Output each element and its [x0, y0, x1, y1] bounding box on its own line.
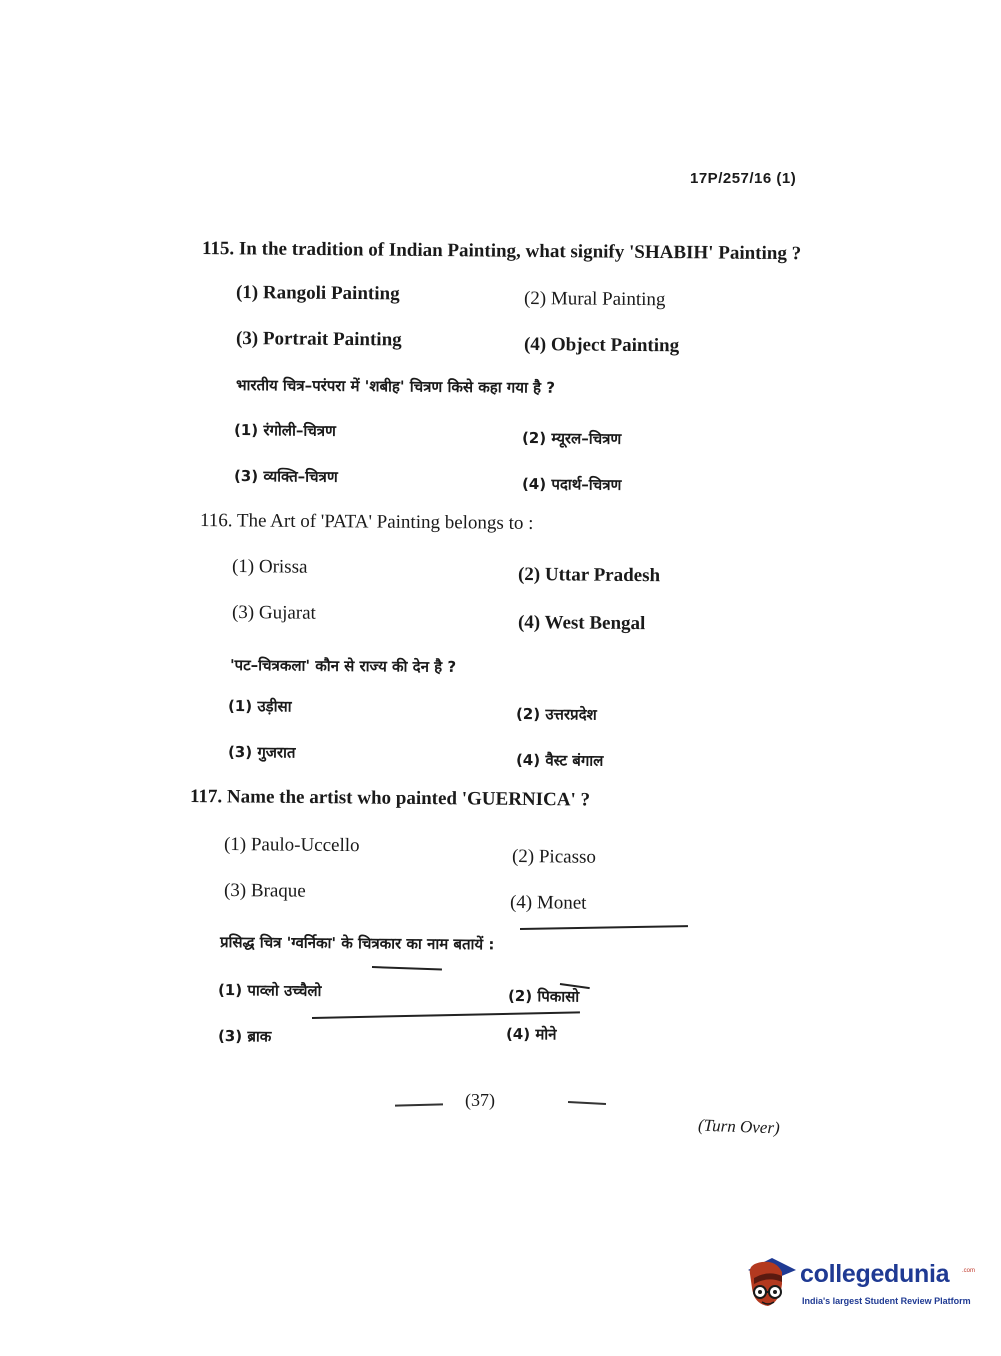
q115-option-2: (2) Mural Painting	[523, 288, 666, 311]
question-116-hi: 'पट–चित्रकला' कौन से राज्य की देन है ?	[229, 656, 457, 676]
student-mascot-icon	[742, 1254, 798, 1316]
question-117-en: 117. Name the artist who painted 'GUERNICA' ?	[189, 786, 591, 811]
logo-tagline: India's largest Student Review Platform	[802, 1296, 971, 1306]
question-115-en: 115. In the tradition of Indian Painting, what signify 'SHABIH' Painting ?	[201, 238, 802, 265]
q115-option-4: (4) Object Painting	[523, 334, 680, 357]
q116-option-3: (3) Gujarat	[231, 602, 316, 624]
page-number: (37)	[465, 1090, 495, 1110]
logo-suffix: .com	[962, 1268, 976, 1274]
q115-option-1: (1) Rangoli Painting	[235, 282, 400, 305]
q116-hi-option-2: (2) उत्तरप्रदेश	[515, 705, 597, 724]
q117-hi-option-3: (3) ब्राक	[217, 1027, 272, 1046]
q116-option-4: (4) West Bengal	[517, 612, 646, 635]
q116-option-1: (1) Orissa	[231, 556, 308, 578]
pen-stroke	[312, 1011, 580, 1018]
q117-hi-option-1: (1) पाव्लो उच्चैलो	[217, 981, 322, 1000]
q117-option-4: (4) Monet	[509, 892, 587, 914]
q115-hi-option-3: (3) व्यक्ति–चित्रण	[233, 467, 338, 486]
q117-option-3: (3) Braque	[223, 880, 306, 902]
q116-option-2: (2) Uttar Pradesh	[517, 564, 661, 587]
question-117-hi: प्रसिद्ध चित्र 'ग्वर्निका' के चित्रकार का नाम बतायें :	[219, 933, 495, 954]
footer-dash-left	[395, 1103, 443, 1106]
footer-dash-right	[568, 1101, 606, 1105]
q117-hi-option-4: (4) मोने	[505, 1025, 557, 1044]
q116-hi-option-3: (3) गुजरात	[227, 743, 296, 762]
q116-hi-option-4: (4) वैस्ट बंगाल	[515, 751, 604, 770]
pen-stroke	[520, 925, 688, 929]
pen-stroke	[372, 966, 442, 970]
question-115-hi: भारतीय चित्र–परंपरा में 'शबीह' चित्रण किसे कहा गया है ?	[235, 376, 556, 397]
q115-hi-option-2: (2) म्यूरल–चित्रण	[521, 429, 622, 448]
turn-over-label: (Turn Over)	[697, 1115, 781, 1138]
q117-hi-option-2: (2) पिकासो	[507, 987, 580, 1006]
paper-code: 17P/257/16 (1)	[690, 170, 797, 187]
q115-option-3: (3) Portrait Painting	[235, 328, 402, 351]
question-116-en: 116. The Art of 'PATA' Painting belongs to :	[199, 510, 534, 534]
collegedunia-logo	[742, 1254, 976, 1316]
q115-hi-option-4: (4) पदार्थ–चित्रण	[521, 475, 622, 494]
q117-option-1: (1) Paulo-Uccello	[223, 834, 360, 857]
q117-option-2: (2) Picasso	[511, 846, 596, 868]
logo-wordmark: collegedunia	[800, 1260, 950, 1288]
q115-hi-option-1: (1) रंगोली–चित्रण	[233, 421, 337, 440]
q116-hi-option-1: (1) उड़ीसा	[227, 697, 292, 716]
